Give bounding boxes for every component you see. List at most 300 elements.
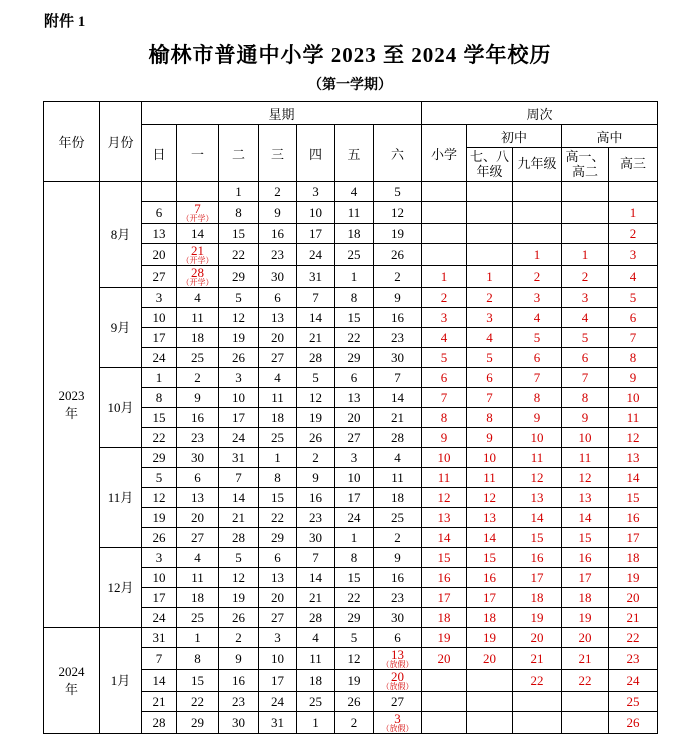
- week-number-cell: 10: [467, 448, 513, 468]
- year-label: 2023年: [44, 182, 100, 628]
- day-cell: 19: [374, 224, 422, 244]
- day-cell: 10: [335, 468, 374, 488]
- day-cell: 7: [297, 288, 335, 308]
- day-cell: 9: [177, 388, 219, 408]
- day-cell: 20: [259, 328, 297, 348]
- day-cell: 30: [177, 448, 219, 468]
- day-cell: 23: [259, 244, 297, 266]
- week-number-cell: 12: [562, 468, 609, 488]
- week-number-cell: 18: [467, 608, 513, 628]
- day-cell: 23: [177, 428, 219, 448]
- week-number-cell: 20: [422, 648, 467, 670]
- day-cell: 11: [177, 308, 219, 328]
- year-label: 2024年: [44, 628, 100, 734]
- day-cell: 1: [219, 182, 259, 202]
- day-cell: 4: [374, 448, 422, 468]
- week-number-cell: 16: [513, 548, 562, 568]
- week-number-cell: 5: [422, 348, 467, 368]
- day-cell: 14: [297, 568, 335, 588]
- calendar-row: [44, 368, 658, 388]
- day-cell: 14: [297, 308, 335, 328]
- month-label: 12月: [100, 548, 142, 628]
- day-cell: 7 （开学）: [177, 202, 219, 224]
- week-number-cell: 7: [562, 368, 609, 388]
- header-grade-9: 九年级: [513, 148, 562, 182]
- week-number-cell: [422, 692, 467, 712]
- week-number-cell: [422, 224, 467, 244]
- week-number-cell: 13: [562, 488, 609, 508]
- week-number-cell: 20: [467, 648, 513, 670]
- week-number-cell: 14: [467, 528, 513, 548]
- week-number-cell: 4: [562, 308, 609, 328]
- day-cell: 6: [177, 468, 219, 488]
- day-cell: 30: [374, 348, 422, 368]
- document-title: 榆林市普通中小学 2023 至 2024 学年校历: [148, 43, 552, 67]
- week-number-cell: 26: [609, 712, 658, 734]
- day-cell: 20: [259, 588, 297, 608]
- day-cell: 9: [297, 468, 335, 488]
- week-number-cell: 17: [562, 568, 609, 588]
- week-number-cell: 1: [422, 266, 467, 288]
- day-cell: 21: [297, 328, 335, 348]
- day-cell: 19: [335, 670, 374, 692]
- week-number-cell: 15: [609, 488, 658, 508]
- week-number-cell: [513, 202, 562, 224]
- day-cell: 12: [219, 308, 259, 328]
- week-number-cell: [513, 712, 562, 734]
- day-cell: 8: [335, 548, 374, 568]
- header-grade-10-11: 高一、高二: [562, 148, 609, 182]
- header-week-number: 周次: [422, 102, 658, 125]
- header-primary-school: 小学: [422, 125, 467, 182]
- week-number-cell: 12: [513, 468, 562, 488]
- week-number-cell: 16: [467, 568, 513, 588]
- week-number-cell: 22: [609, 628, 658, 648]
- day-cell: 24: [259, 692, 297, 712]
- day-cell: 18: [374, 488, 422, 508]
- week-number-cell: [562, 202, 609, 224]
- day-cell: 2: [219, 628, 259, 648]
- day-cell: 29: [177, 712, 219, 734]
- header-day-tue: 二: [219, 125, 259, 182]
- week-number-cell: 6: [513, 348, 562, 368]
- day-cell: 1: [335, 528, 374, 548]
- day-cell: 25: [297, 692, 335, 712]
- day-cell: 3: [219, 368, 259, 388]
- week-number-cell: 17: [422, 588, 467, 608]
- day-cell: 4: [259, 368, 297, 388]
- day-cell: 15: [335, 568, 374, 588]
- week-number-cell: 13: [609, 448, 658, 468]
- week-number-cell: 14: [422, 528, 467, 548]
- week-number-cell: [467, 182, 513, 202]
- week-number-cell: 6: [609, 308, 658, 328]
- week-number-cell: [422, 202, 467, 224]
- week-number-cell: 6: [562, 348, 609, 368]
- week-number-cell: 14: [513, 508, 562, 528]
- day-cell: 3 （放假）: [374, 712, 422, 734]
- day-cell: 16: [297, 488, 335, 508]
- calendar-table: [43, 101, 658, 734]
- week-number-cell: 18: [422, 608, 467, 628]
- day-cell: 11: [335, 202, 374, 224]
- week-number-cell: [467, 692, 513, 712]
- week-number-cell: 23: [609, 648, 658, 670]
- day-cell: 22: [177, 692, 219, 712]
- day-cell: 5: [335, 628, 374, 648]
- header-year: 年份: [44, 102, 100, 182]
- day-cell: 28: [219, 528, 259, 548]
- header-grade-12: 高三: [609, 148, 658, 182]
- day-cell: 18: [259, 408, 297, 428]
- calendar-row: [44, 548, 658, 568]
- week-number-cell: 9: [562, 408, 609, 428]
- day-cell: 10: [142, 568, 177, 588]
- header-day-sat: 六: [374, 125, 422, 182]
- week-number-cell: 1: [562, 244, 609, 266]
- day-cell: 31: [142, 628, 177, 648]
- week-number-cell: [422, 670, 467, 692]
- day-cell: 8: [219, 202, 259, 224]
- week-number-cell: 13: [513, 488, 562, 508]
- month-label: 10月: [100, 368, 142, 448]
- month-label: 11月: [100, 448, 142, 548]
- day-cell: 25: [335, 244, 374, 266]
- day-cell: 31: [297, 266, 335, 288]
- day-cell: 31: [259, 712, 297, 734]
- week-number-cell: 17: [609, 528, 658, 548]
- day-cell: 17: [142, 588, 177, 608]
- day-cell: 23: [219, 692, 259, 712]
- day-cell: 7: [297, 548, 335, 568]
- day-cell: 19: [219, 328, 259, 348]
- day-cell: 6: [259, 548, 297, 568]
- day-cell: 22: [335, 328, 374, 348]
- day-cell: 28 （开学）: [177, 266, 219, 288]
- header-day-sun: 日: [142, 125, 177, 182]
- day-cell: 25: [259, 428, 297, 448]
- day-cell: 27: [177, 528, 219, 548]
- day-cell: 3: [297, 182, 335, 202]
- day-cell: 16: [177, 408, 219, 428]
- week-number-cell: 4: [422, 328, 467, 348]
- week-number-cell: 3: [422, 308, 467, 328]
- day-cell: 4: [335, 182, 374, 202]
- week-number-cell: 4: [513, 308, 562, 328]
- month-label: 1月: [100, 628, 142, 734]
- day-cell: 11: [259, 388, 297, 408]
- week-number-cell: 6: [422, 368, 467, 388]
- day-cell: 2: [374, 528, 422, 548]
- header-week: 星期: [142, 102, 422, 125]
- day-cell: 8: [142, 388, 177, 408]
- day-cell: 13: [142, 224, 177, 244]
- header-day-wed: 三: [259, 125, 297, 182]
- week-number-cell: 5: [467, 348, 513, 368]
- day-cell: 28: [297, 608, 335, 628]
- day-cell: 29: [335, 348, 374, 368]
- week-number-cell: [562, 692, 609, 712]
- week-number-cell: [609, 182, 658, 202]
- week-number-cell: 2: [422, 288, 467, 308]
- header-day-mon: 一: [177, 125, 219, 182]
- day-cell: 9: [259, 202, 297, 224]
- day-cell: 19: [297, 408, 335, 428]
- day-cell: 6: [374, 628, 422, 648]
- day-cell: 30: [297, 528, 335, 548]
- day-cell: 24: [335, 508, 374, 528]
- week-number-cell: [467, 244, 513, 266]
- day-cell: 8: [259, 468, 297, 488]
- document-subtitle: （第一学期）: [308, 78, 392, 93]
- day-cell: 3: [259, 628, 297, 648]
- week-number-cell: 18: [562, 588, 609, 608]
- attachment-label: 附件 1: [44, 14, 86, 30]
- day-cell: 21 （开学）: [177, 244, 219, 266]
- header-row-1: [44, 102, 658, 125]
- day-cell: 22: [335, 588, 374, 608]
- week-number-cell: 11: [513, 448, 562, 468]
- week-number-cell: 8: [513, 388, 562, 408]
- day-cell: 5: [142, 468, 177, 488]
- week-number-cell: 10: [609, 388, 658, 408]
- day-cell: 5: [374, 182, 422, 202]
- week-number-cell: 7: [422, 388, 467, 408]
- calendar-row: [44, 628, 658, 648]
- day-cell: 27: [259, 348, 297, 368]
- day-cell: 3: [142, 548, 177, 568]
- header-senior-school: 高中: [562, 125, 658, 148]
- week-number-cell: [513, 692, 562, 712]
- day-cell: 15: [219, 224, 259, 244]
- day-cell: 16: [374, 308, 422, 328]
- calendar-row: [44, 182, 658, 202]
- header-day-thu: 四: [297, 125, 335, 182]
- week-number-cell: [513, 224, 562, 244]
- day-cell: 29: [259, 528, 297, 548]
- day-cell: 20: [335, 408, 374, 428]
- day-cell: 31: [219, 448, 259, 468]
- day-cell: 3: [142, 288, 177, 308]
- header-grade-7-8: 七、八年级: [467, 148, 513, 182]
- week-number-cell: [562, 712, 609, 734]
- day-cell: 22: [259, 508, 297, 528]
- week-number-cell: 9: [467, 428, 513, 448]
- week-number-cell: 18: [609, 548, 658, 568]
- day-cell: 26: [335, 692, 374, 712]
- day-cell: 17: [142, 328, 177, 348]
- day-cell: 9: [219, 648, 259, 670]
- week-number-cell: 5: [609, 288, 658, 308]
- day-cell: 20 （放假）: [374, 670, 422, 692]
- day-cell: 15: [259, 488, 297, 508]
- day-cell: 5: [219, 548, 259, 568]
- day-cell: 10: [259, 648, 297, 670]
- week-number-cell: 13: [467, 508, 513, 528]
- day-cell: 21: [142, 692, 177, 712]
- week-number-cell: 10: [513, 428, 562, 448]
- week-number-cell: 3: [513, 288, 562, 308]
- day-cell: 29: [219, 266, 259, 288]
- day-cell: 17: [297, 224, 335, 244]
- calendar-row: [44, 288, 658, 308]
- day-cell: 2: [259, 182, 297, 202]
- week-number-cell: 2: [609, 224, 658, 244]
- week-number-cell: [467, 670, 513, 692]
- week-number-cell: 16: [609, 508, 658, 528]
- week-number-cell: 16: [562, 548, 609, 568]
- week-number-cell: 6: [467, 368, 513, 388]
- day-cell: 11: [374, 468, 422, 488]
- day-cell: 14: [219, 488, 259, 508]
- day-cell: 5: [297, 368, 335, 388]
- day-cell: 12: [219, 568, 259, 588]
- day-cell: 18: [177, 328, 219, 348]
- week-number-cell: [467, 712, 513, 734]
- week-number-cell: [467, 202, 513, 224]
- week-number-cell: 13: [422, 508, 467, 528]
- day-cell: 27: [335, 428, 374, 448]
- week-number-cell: 21: [562, 648, 609, 670]
- day-cell: 24: [142, 608, 177, 628]
- week-number-cell: 7: [513, 368, 562, 388]
- day-cell: [142, 182, 177, 202]
- day-cell: 13: [177, 488, 219, 508]
- day-cell: 6: [259, 288, 297, 308]
- day-cell: 1: [177, 628, 219, 648]
- week-number-cell: [513, 182, 562, 202]
- week-number-cell: 15: [513, 528, 562, 548]
- week-number-cell: 8: [562, 388, 609, 408]
- week-number-cell: 20: [562, 628, 609, 648]
- week-number-cell: [422, 244, 467, 266]
- week-number-cell: 8: [609, 348, 658, 368]
- day-cell: 10: [142, 308, 177, 328]
- day-cell: 8: [177, 648, 219, 670]
- day-cell: 1: [297, 712, 335, 734]
- week-number-cell: 12: [422, 488, 467, 508]
- day-cell: 7: [219, 468, 259, 488]
- week-number-cell: 2: [467, 288, 513, 308]
- week-number-cell: [467, 224, 513, 244]
- week-number-cell: 11: [467, 468, 513, 488]
- week-number-cell: 24: [609, 670, 658, 692]
- day-cell: 21: [219, 508, 259, 528]
- week-number-cell: 18: [513, 588, 562, 608]
- day-cell: 16: [374, 568, 422, 588]
- day-cell: 11: [297, 648, 335, 670]
- header-month: 月份: [100, 102, 142, 182]
- day-cell: 26: [142, 528, 177, 548]
- week-number-cell: 4: [467, 328, 513, 348]
- day-cell: 21: [374, 408, 422, 428]
- calendar-row: [44, 448, 658, 468]
- day-cell: 15: [177, 670, 219, 692]
- week-number-cell: 21: [513, 648, 562, 670]
- week-number-cell: 3: [467, 308, 513, 328]
- day-cell: 22: [142, 428, 177, 448]
- day-cell: 9: [374, 548, 422, 568]
- day-cell: 29: [335, 608, 374, 628]
- week-number-cell: 19: [609, 568, 658, 588]
- day-cell: 30: [374, 608, 422, 628]
- week-number-cell: [562, 182, 609, 202]
- week-number-cell: 4: [609, 266, 658, 288]
- week-number-cell: 22: [513, 670, 562, 692]
- day-cell: 2: [335, 712, 374, 734]
- day-cell: 10: [219, 388, 259, 408]
- day-cell: 14: [374, 388, 422, 408]
- day-cell: 18: [297, 670, 335, 692]
- day-cell: 14: [142, 670, 177, 692]
- day-cell: 24: [297, 244, 335, 266]
- day-cell: 11: [177, 568, 219, 588]
- day-cell: 2: [177, 368, 219, 388]
- week-number-cell: 15: [422, 548, 467, 568]
- week-number-cell: 7: [609, 328, 658, 348]
- day-cell: 1: [259, 448, 297, 468]
- day-cell: 23: [374, 588, 422, 608]
- day-cell: 4: [177, 288, 219, 308]
- day-cell: 26: [219, 348, 259, 368]
- day-cell: 8: [335, 288, 374, 308]
- day-cell: 18: [335, 224, 374, 244]
- day-cell: 20: [142, 244, 177, 266]
- week-number-cell: 21: [609, 608, 658, 628]
- week-number-cell: 15: [467, 548, 513, 568]
- day-cell: 5: [219, 288, 259, 308]
- day-cell: 6: [142, 202, 177, 224]
- day-cell: 12: [374, 202, 422, 224]
- day-cell: 22: [219, 244, 259, 266]
- week-number-cell: 20: [609, 588, 658, 608]
- day-cell: 3: [335, 448, 374, 468]
- week-number-cell: 14: [609, 468, 658, 488]
- week-number-cell: 5: [513, 328, 562, 348]
- day-cell: 26: [374, 244, 422, 266]
- week-number-cell: 10: [422, 448, 467, 468]
- day-cell: 2: [297, 448, 335, 468]
- day-cell: 14: [177, 224, 219, 244]
- week-number-cell: 25: [609, 692, 658, 712]
- day-cell: 6: [335, 368, 374, 388]
- day-cell: 12: [142, 488, 177, 508]
- day-cell: 18: [177, 588, 219, 608]
- week-number-cell: 5: [562, 328, 609, 348]
- week-number-cell: 19: [562, 608, 609, 628]
- calendar-table-body: [44, 182, 658, 734]
- day-cell: 24: [219, 428, 259, 448]
- week-number-cell: 1: [609, 202, 658, 224]
- day-cell: 17: [219, 408, 259, 428]
- week-number-cell: 11: [562, 448, 609, 468]
- day-cell: 12: [297, 388, 335, 408]
- week-number-cell: 17: [513, 568, 562, 588]
- day-cell: 17: [335, 488, 374, 508]
- header-junior-school: 初中: [467, 125, 562, 148]
- day-cell: 13: [259, 308, 297, 328]
- day-cell: 25: [177, 608, 219, 628]
- week-number-cell: 12: [609, 428, 658, 448]
- day-cell: 20: [177, 508, 219, 528]
- day-cell: 16: [259, 224, 297, 244]
- day-cell: 1: [142, 368, 177, 388]
- day-cell: 27: [259, 608, 297, 628]
- week-number-cell: 7: [467, 388, 513, 408]
- day-cell: 23: [297, 508, 335, 528]
- week-number-cell: 3: [562, 288, 609, 308]
- day-cell: 30: [259, 266, 297, 288]
